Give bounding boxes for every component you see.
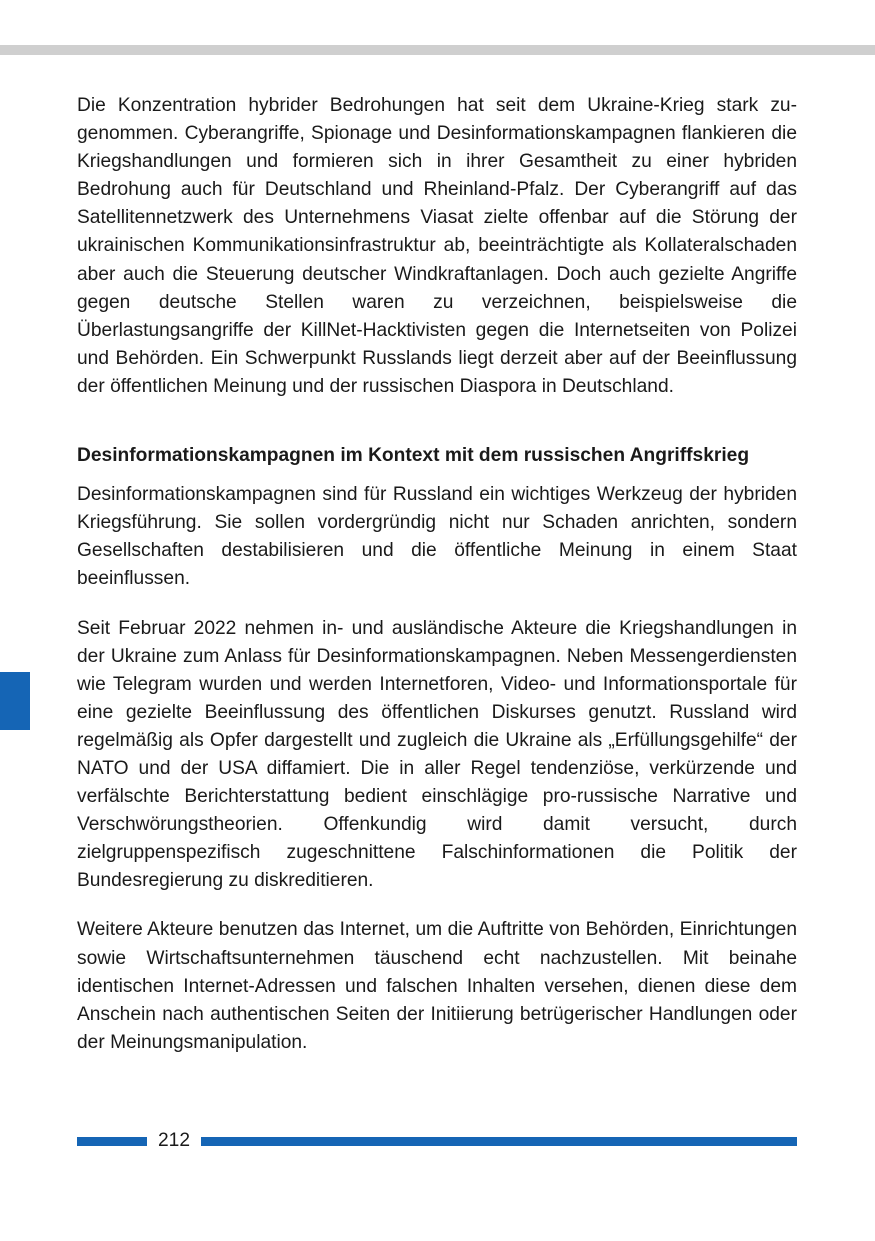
top-rule [0, 45, 875, 55]
section-heading: Desinformationskampagnen im Kontext mit dem russischen Angriffskrieg [77, 445, 750, 467]
footer-rule-right [201, 1137, 797, 1146]
body-paragraph: Weitere Akteure benutzen das Internet, um die Auftritte von Behörden, Einrichtungen sowie Wirtschaftsunternehmen täuschend echt nachzustellen. Mit beinahe identischen Internet-Adressen und falschen Inhalten versehen, dienen diese dem Anschein nach authentischen Seiten der Initiierung betrügerischer Handlungen oder der Meinungsmanipulation. [77, 919, 797, 1053]
page-number: 212 [157, 1130, 190, 1151]
intro-paragraph: Die Konzentration hybrider Bedrohungen hat seit dem Ukraine-Krieg stark zugenommen. Cyberangriffe, Spionage und Desinformationskampagnen flankieren die Kriegshandlungen und formieren sich in ihrer Gesamtheit zu einer hybriden Bedrohung auch für Deutschland und Rheinland-Pfalz. Der Cyberangriff auf das Satellitennetzwerk des Unternehmens Viasat zielte offenbar auf die Störung der ukrainischen Kommunikationsinfrastruktur ab, beeinträchtigte als Kollateralschaden aber auch die Steuerung deutscher Windkraftanlagen. Doch auch gezielte Angriffe gegen deutsche Stellen waren zu verzeichnen, beispielsweise die Überlastungsangriffe der KillNet-Hacktivisten gegen die Internetseiten von Polizei und Behörden. Ein Schwerpunkt Russlands liegt derzeit aber auf der Beeinflussung der öffentlichen Meinung und der russischen Diaspora in Deutschland. [77, 95, 797, 397]
page-footer [77, 1126, 797, 1156]
body-paragraph: Seit Februar 2022 nehmen in- und ausländische Akteure die Kriegshandlungen in der Ukraine zum Anlass für Desinformationskampagnen. Neben Messengerdiensten wie Telegram wurden und werden Internetforen, Video- und Informationsportale für eine gezielte Beeinflussung des öffentlichen Diskurses genutzt. Russland wird regelmäßig als Opfer dargestellt und zugleich die Ukraine als „Erfüllungsgehilfe“ der NATO und der USA diffamiert. Die in aller Regel tendenziöse, verkürzende und verfälschte Berichterstattung bedient einschlägige pro-russische Narrative und Verschwörungstheorien. Offenkundig wird damit versucht, durch zielgruppenspezifisch zugeschnittene Falschinformationen die Politik der Bundesregierung zu diskreditieren. [77, 617, 797, 892]
chapter-tab-marker [0, 672, 30, 730]
body-paragraph: Desinformationskampagnen sind für Russland ein wichtiges Werkzeug der hybriden Kriegsführung. Sie sollen vordergründig nicht nur Schaden anrichten, sondern Gesellschaften destabilisieren und die öffentliche Meinung in einem Staat beeinflussen. [77, 484, 797, 590]
page-content [77, 92, 797, 1057]
footer-rule-left [77, 1137, 147, 1146]
